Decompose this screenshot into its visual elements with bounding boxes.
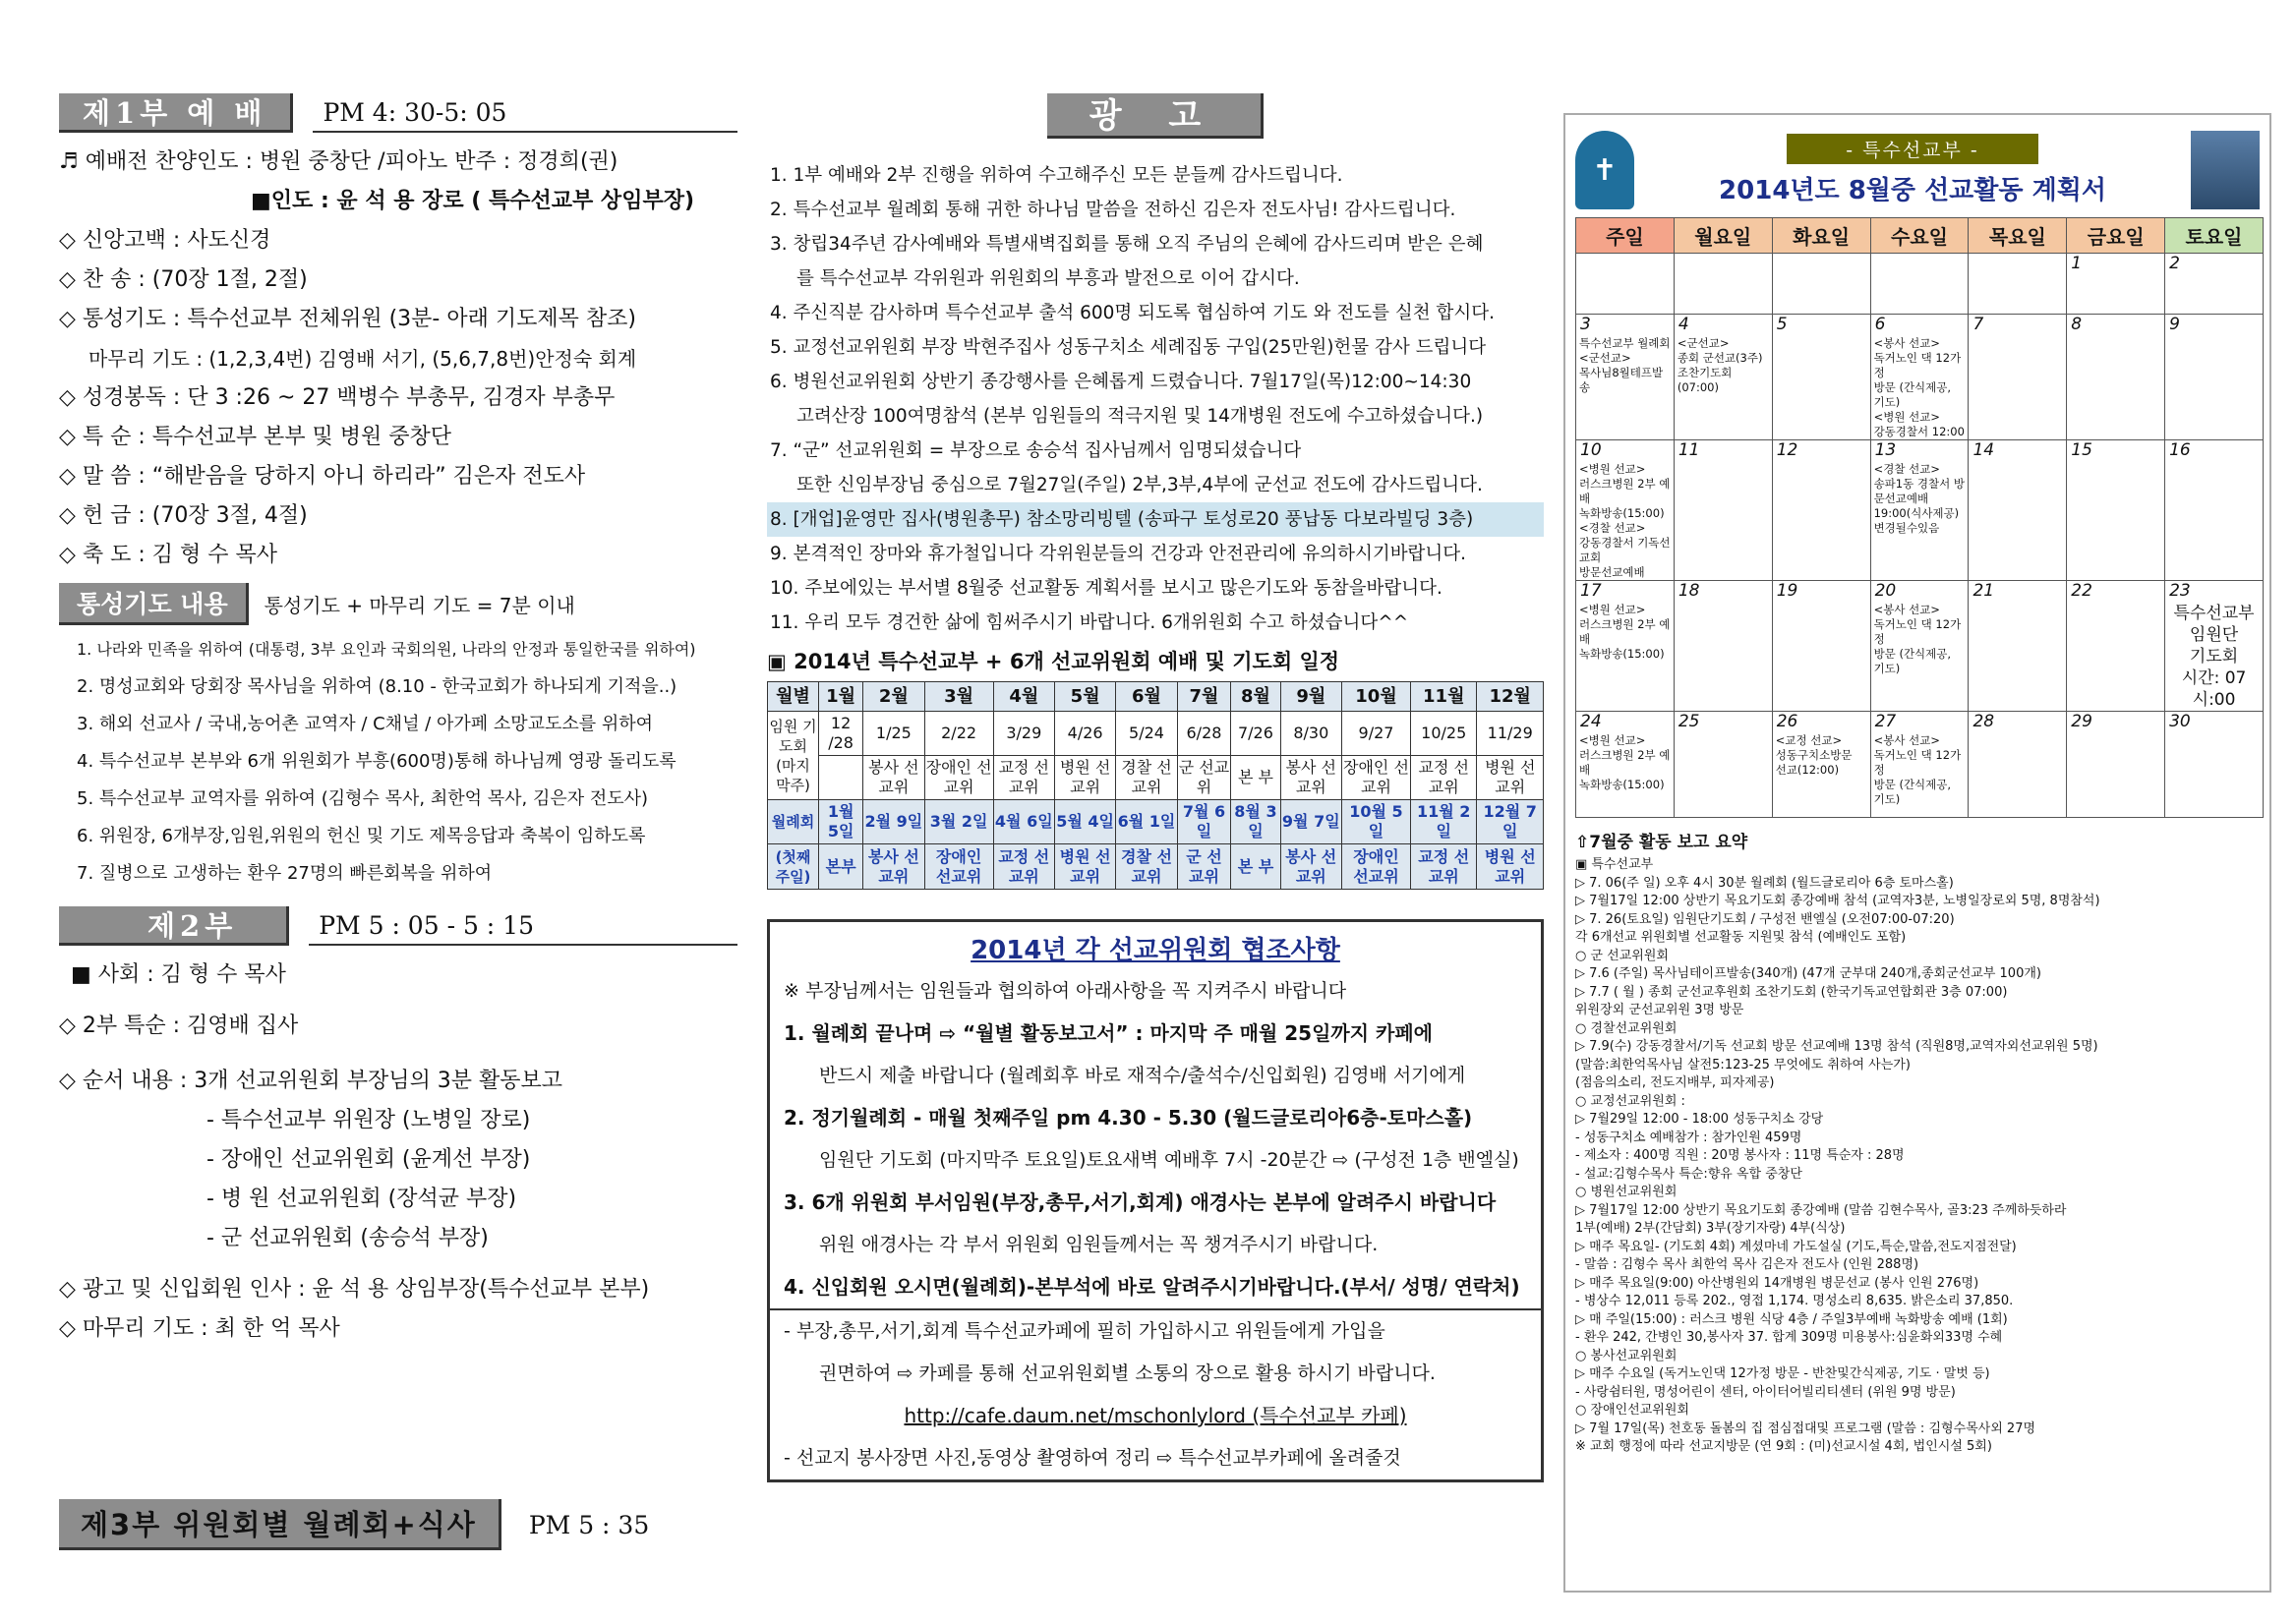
ad-item: 5. 교정선교위원회 부장 박현주집사 성동구치소 세례집동 구입(25만원)헌물 감사 드립니다 [770,337,1487,358]
schedule-cell: 10월 5일 [1341,800,1410,844]
order-line: ◇ 헌 금 : (70장 3절, 4절) [59,503,308,528]
schedule-cell: 4월 6일 [993,800,1054,844]
report-line: ▷ 7. 06(주 일) 오후 4시 30분 월례회 (월드글로리아 6층 토마스홀) [1575,875,1954,891]
prayer-title: 통성기도 내용 [59,583,249,625]
report-line: ▷ 7.6 (주일) 목사님테이프발송(340개) (47개 군부대 240개,종회군선교부 100개) [1575,966,2041,981]
order-line: ◇ 축 도 : 김 형 수 목사 [59,543,278,567]
order-line: ◇ 광고 및 신입회원 인사 : 윤 석 용 상임부장(특수선교부 본부) [59,1277,650,1302]
report-line: ○ 교정선교위원회 : [1575,1093,1685,1109]
coop-line: 2. 정기월례회 - 매월 첫째주일 pm 4.30 - 5.30 (월드글로리아6층-토마스홀) [784,1106,1473,1130]
month-header: 10월 [1341,682,1410,712]
calendar-cell [2165,712,2264,818]
calendar-event: <병원 선교> 러스크병원 2부 예배 녹화방송(15:00) <경찰 선교> 강동경찰서 기독선교회 방문선교예배 [1579,462,1671,579]
date-number: 2 [2169,254,2180,273]
part2-time: PM 5 : 05 - 5 : 15 [309,906,737,946]
schedule-cell: 7월 6일 [1177,800,1231,844]
order-line: ◇ 통성기도 : 특수선교부 전체위원 (3분- 아래 기도제목 참조) [59,307,636,331]
date-number [1675,254,1772,275]
date-number: 21 [1972,581,1995,601]
date-number: 3 [1580,315,1591,334]
schedule-cell: 교정 선교위 [1411,844,1477,890]
ad-item: 7. “군” 선교위원회 = 부장으로 송승석 집사님께서 임명되셨습니다 [770,440,1302,461]
calendar-event: <봉사 선교> 독거노인 댁 12가정 방문 (간식제공, 기도) <병원 선교> 강동경찰서 12:00 [1873,336,1965,438]
order-line: ◇ 순서 내용 : 3개 선교위원회 부장님의 3분 활동보고 [59,1069,563,1093]
calendar-cell [1772,440,1870,581]
order-line: ◇ 찬 송 : (70장 1절, 2절) [59,267,308,292]
schedule-cell: 병원 선교위 [1477,844,1544,890]
date-number: 11 [1678,440,1700,460]
coop-line: 3. 6개 위원회 부서임원(부장,총무,서기,회계) 애경사는 본부에 알려주시 바랍니다 [784,1190,1497,1214]
calendar-cell [2067,712,2165,818]
calendar-event: 특수선교부 월례회 <군선교> 목사님8월테프발송 [1579,336,1671,394]
calendar-cell [2165,315,2264,440]
coop-line: 4. 신입회원 오시면(월례회)-본부석에 바로 알려주시기바랍니다.(부서/ 성명/ 연락처) [784,1275,1520,1299]
row-label: 월례회 [768,800,819,844]
coop-line: ※ 부장님께서는 임원들과 협의하여 아래사항을 꼭 지켜주시 바랍니다 [784,980,1347,1002]
coop-line: 위원 애경사는 각 부서 위원회 임원들께서는 꼭 챙겨주시기 바랍니다. [819,1234,1379,1255]
prayer-item: 4. 특수선교부 본부와 6개 위원회가 부흥(600명)통해 하나님께 영광 돌리도록 [77,751,677,772]
calendar-cell [1969,440,2067,581]
schedule-cell: 병원 선교위 [1054,756,1115,800]
announcements-column [767,93,1544,1482]
coop-line: 반드시 제출 바랍니다 (월례회후 바로 재적수/출석수/신입회원) 김영배 서기에게 [819,1065,1466,1086]
schedule-cell: 2월 9일 [863,800,924,844]
ad-item: 1. 1부 예배와 2부 진행을 위하여 수고해주신 모든 분들께 감사드립니다. [770,165,1343,186]
calendar-cell [1576,712,1675,818]
order-line: ♬ 예배전 찬양인도 : 병원 중창단 /피아노 반주 : 정경희(권) [59,149,618,174]
date-number: 30 [2169,712,2191,731]
schedule-cell: 10/25 [1411,712,1477,756]
schedule-cell: 8/30 [1280,712,1341,756]
report-line: - 병상수 12,011 등록 202., 영접 1,174. 명성소리 8,635. 밝은소리 37,850. [1575,1294,2014,1308]
prayer-item: 5. 특수선교부 교역자를 위하여 (김형수 목사, 최한억 목사, 김은자 전도사) [77,788,649,809]
date-number: 10 [1580,440,1602,460]
report-line: ▣ 특수선교부 [1575,857,1654,872]
report-line: ▷ 7월17일 12:00 상반기 목요기도회 종강예배 (말씀 김현수목사, 골3:23 주께하듯하라 [1575,1202,2067,1218]
report-line: ▷ 매주 목요일- (기도회 4회) 계셨마네 가도설실 (기도,특순,말씀,전도지점전달) [1575,1239,2017,1254]
order-line: ◇ 말 씀 : “해받음을 당하지 아니 하리라” 김은자 전도사 [59,464,586,489]
calendar-cell [2067,254,2165,315]
calendar-cell [1772,581,1870,712]
plan-header [1575,123,2260,217]
activity-plan-column [1563,113,2271,1593]
calendar-cell [1674,581,1772,712]
church-logo-icon: ✝ [1575,131,1634,209]
part2-header [59,906,737,946]
schedule-cell: 봉사 선교위 [1280,844,1341,890]
part1-header [59,93,737,133]
schedule-cell: 교정 선교위 [993,756,1054,800]
order-line: ◇ 성경봉독 : 단 3 :26 ~ 27 백병수 부총무, 김경자 부총무 [59,385,616,410]
report-line: 각 6개선교 위원회별 선교활동 지원및 참석 (예배인도 포함) [1575,930,1907,945]
calendar-cell [1870,712,1969,818]
schedule-cell: 9월 7일 [1280,800,1341,844]
report-line: - 성동구치소 예배참가 : 참가인원 459명 [1575,1130,1802,1145]
ad-item: 3. 창립34주년 감사예배와 특별새벽집회를 통해 오직 주님의 은혜에 감사드리며 받은 은혜 [770,234,1484,255]
date-number: 5 [1776,315,1788,334]
calendar-cell [2067,440,2165,581]
plan-title: 2014년도 8월중 선교활동 계획서 [1719,176,2106,205]
schedule-cell: 11/29 [1477,712,1544,756]
part3-header [59,1499,737,1550]
schedule-cell: 1월 5일 [819,800,863,844]
calendar-event: <봉사 선교> 독거노인 댁 12가정 방문 (간식제공, 기도) [1873,733,1962,806]
schedule-cell [819,756,863,800]
coop-title: 2014년 각 선교위원회 협조사항 [971,936,1340,965]
date-number: 24 [1580,712,1602,731]
coop-line: 1. 월례회 끝나며 ⇨ “월별 활동보고서” : 마지막 주 매월 25일까지 카페에 [784,1021,1433,1045]
part1-title: 제1부 예 배 [59,93,293,133]
schedule-cell: 6/28 [1177,712,1231,756]
schedule-cell: 12 /28 [819,712,863,756]
date-number: 20 [1874,581,1897,601]
calendar-cell [1870,440,1969,581]
day-header: 주일 [1576,218,1675,254]
month-header: 12월 [1477,682,1544,712]
schedule-cell: 장애인 선교위 [1341,844,1410,890]
order-line: ◇ 신앙고백 : 사도신경 [59,228,271,253]
calendar-cell [1674,315,1772,440]
report-line: ▷ 7월29일 12:00 - 18:00 성동구치소 강당 [1575,1112,1824,1127]
month-header: 9월 [1280,682,1341,712]
order-line: - 병 원 선교위원회 (장석균 부장) [206,1187,517,1211]
calendar-event: <교정 선교> 성동구치소방문 선교(12:00) [1775,733,1853,777]
report-line: ※ 교회 행정에 따라 선교지방문 (연 9회 : (미)선교시설 4회, 법인시설 5회) [1575,1439,1992,1454]
calendar-cell [1870,254,1969,315]
schedule-cell: 본 부 [1231,844,1280,890]
schedule-cell: 2/22 [924,712,993,756]
prayer-header [59,583,737,625]
calendar-cell [1969,712,2067,818]
cafe-link[interactable]: http://cafe.daum.net/mschonlylord (특수선교부 카페) [904,1404,1407,1427]
coop-line: 권면하여 ⇨ 카페를 통해 선교위원회별 소통의 장으로 활용 하시기 바랍니다. [819,1362,1436,1384]
month-header: 3월 [924,682,993,712]
month-header: 2월 [863,682,924,712]
calendar-cell [1772,315,1870,440]
date-number: 27 [1874,712,1897,731]
schedule-cell: 교정 선교위 [993,844,1054,890]
month-header: 11월 [1411,682,1477,712]
schedule-title: ▣ 2014년 특수선교부 + 6개 선교위원회 예배 및 기도회 일정 [767,650,1340,673]
prayer-item: 6. 위원장, 6개부장,임원,위원의 헌신 및 기도 제목응답과 축복이 임하도록 [77,826,646,846]
report-list [1575,856,2260,1457]
calendar-event: <병원 선교> 러스크병원 2부 예배 녹화방송(15:00) [1579,733,1671,791]
date-number: 16 [2169,440,2191,460]
schedule-cell: 4/26 [1054,712,1115,756]
report-line: ○ 군 선교위원회 [1575,948,1669,963]
part3-time: PM 5 : 35 [528,1510,650,1539]
date-number: 13 [1874,440,1897,460]
date-number: 26 [1776,712,1798,731]
date-number: 29 [2071,712,2092,731]
date-number: 9 [2169,315,2180,334]
report-line: ▷ 7. 26(토요일) 임원단기도회 / 구성전 밴엘실 (오전07:00-07:20) [1575,911,1955,927]
calendar-cell [1772,712,1870,818]
calendar-cell [1969,254,2067,315]
august-calendar [1575,217,2264,818]
report-line: ▷ 매 주일(15:00) : 러스크 병원 식당 4층 / 주일3부예배 녹화방송 예배 (1회) [1575,1311,2008,1327]
report-line: ○ 병원선교위원회 [1575,1185,1678,1199]
report-line: - 환우 242, 간병인 30,봉사자 37. 합계 309명 미용봉사:심윤화외33명 수혜 [1575,1330,2003,1345]
day-header: 수요일 [1870,218,1969,254]
calendar-cell [2165,581,2264,712]
calendar-cell [1576,440,1675,581]
part3-title: 제3부 위원회별 월례회+식사 [59,1499,501,1550]
calendar-cell [2067,315,2165,440]
report-line: 위원장외 군선교위원 3명 방문 [1575,1003,1744,1017]
date-number: 12 [1776,440,1798,460]
date-number: 25 [1678,712,1700,731]
date-number: 1 [2071,254,2083,273]
part2-title: 제2부 [59,906,289,946]
report-line: (말씀:최한억목사님 살전5:123-25 무엇에도 취하여 사는가) [1575,1057,1911,1072]
report-line: ○ 경찰선교위원회 [1575,1020,1678,1036]
order-line: ■인도 : 윤 석 용 장로 ( 특수선교부 상임부장) [251,189,694,213]
order-line: - 특수선교부 위원장 (노병일 장로) [206,1108,531,1132]
report-line: (점음의소리, 전도지배부, 피자제공) [1575,1075,1775,1090]
report-line: - 설교:김형수목사 특순:향유 옥합 중창단 [1575,1166,1802,1182]
report-line: ▷ 7.7 ( 월 ) 종회 군선교후원회 조찬기도회 (한국기독교연합회관 3층 07:00) [1575,984,2008,1000]
schedule-cell: 12월 7일 [1477,800,1544,844]
schedule-cell: 군 선교위 [1177,844,1231,890]
order-line: 마무리 기도 : (1,2,3,4번) 김영배 서기, (5,6,7,8번)안정숙 회계 [88,347,637,371]
date-number: 28 [1972,712,1995,731]
ad-item: 를 특수선교부 각위원과 위원회의 부흥과 발전으로 이어 갑시다. [796,268,1300,289]
schedule-cell: 7/26 [1231,712,1280,756]
prayer-item: 1. 나라와 민족을 위하여 (대통령, 3부 요인과 국회의원, 나라의 안정과 통일한국를 위하여) [77,640,696,659]
date-number: 7 [1972,315,1984,334]
calendar-cell [1576,581,1675,712]
date-number: 22 [2071,581,2092,601]
calendar-cell [1870,581,1969,712]
report-line: ▷ 7월17일 12:00 상반기 목요기도회 종강예배 참석 (교역자3분, 노병일장로외 5명, 8명참석) [1575,894,2100,908]
date-number: 23 [2169,581,2191,601]
ad-item: 2. 특수선교부 월례회 통해 귀한 하나님 말씀을 전하신 김은자 전도사님! 감사드립니다. [770,200,1456,220]
report-line: - 사랑쉼터원, 명성어린이 센터, 아이터어빌리티센터 (위원 9명 방문) [1575,1384,1956,1400]
order-line: ■ 사회 : 김 형 수 목사 [71,962,286,987]
calendar-cell [1772,254,1870,315]
schedule-cell: 장애인 선교위 [924,844,993,890]
month-header: 6월 [1116,682,1177,712]
schedule-cell: 8월 3일 [1231,800,1280,844]
coop-line: - 부장,총무,서기,회계 특수선교카페에 필히 가입하시고 위원들에게 가입을 [784,1320,1385,1342]
schedule-cell: 본 부 [1231,756,1280,800]
ad-item: 6. 병원선교위원회 상반기 종강행사를 은혜롭게 드렸습니다. 7월17일(목)12:00~14:30 [770,372,1472,392]
ads-title: 광 고 [1047,93,1264,139]
schedule-table [767,681,1544,890]
report-line: 1부(예배) 2부(간담회) 3부(장기자랑) 4부(식상) [1575,1221,1846,1236]
date-number [1773,254,1870,275]
month-header: 4월 [993,682,1054,712]
date-number [1871,254,1969,275]
report-line: ▷ 7월 17일(목) 천호동 돌봄의 집 점심접대및 프로그램 (말씀 : 김형수목사외 27명 [1575,1420,2036,1436]
schedule-cell: 3/29 [993,712,1054,756]
date-number: 19 [1776,581,1798,601]
calendar-event: 특수선교부 임원단 기도회 시간: 07시:00 [2173,604,2255,710]
plan-subtitle: - 특수선교부 - [1787,134,2038,164]
order-line: - 장애인 선교위원회 (윤계선 부장) [206,1147,531,1172]
calendar-event: <경찰 선교> 송파1동 경찰서 방문선교예배 19:00(식사제공) 변경될수있음 [1873,462,1965,535]
day-header: 월요일 [1674,218,1772,254]
month-header: 8월 [1231,682,1280,712]
schedule-cell: 병원 선교위 [1054,844,1115,890]
schedule-cell: 경찰 선교위 [1116,756,1177,800]
schedule-cell: 5/24 [1116,712,1177,756]
schedule-cell: 5월 4일 [1054,800,1115,844]
ad-item: 8. [개업]윤영만 집사(병원총무) 참소망리빙텔 (송파구 토성로20 풍납동 다보라빌딩 3층) [767,502,1544,537]
date-number: 6 [1874,315,1886,334]
report-line: ○ 장애인선교위원회 [1575,1403,1689,1418]
report-line: - 제소자 : 400명 직원 : 20명 봉사자 : 11명 특순자 : 28명 [1575,1148,1905,1163]
month-header: 5월 [1054,682,1115,712]
date-number: 4 [1678,315,1689,334]
order-line: ◇ 마무리 기도 : 최 한 억 목사 [59,1316,340,1341]
calendar-cell [2165,440,2264,581]
ad-item: 고려산장 100여명참석 (본부 임원들의 적극지원 및 14개병원 전도에 수고하셨습니다.) [796,406,1484,427]
day-header: 화요일 [1772,218,1870,254]
prayer-note: 통성기도 + 마무리 기도 = 7분 이내 [264,594,575,617]
calendar-cell [1870,315,1969,440]
coop-line: - 선교지 봉사장면 사진,동영상 촬영하여 정리 ⇨ 특수선교부카페에 올려줄것 [784,1447,1401,1469]
calendar-cell [1969,315,2067,440]
calendar-cell [2165,254,2264,315]
schedule-cell: 본부 [819,844,863,890]
ad-item: 10. 주보에있는 부서별 8월중 선교활동 계획서를 보시고 많은기도와 동참을바랍니다. [770,578,1442,599]
calendar-cell [1576,315,1675,440]
date-number [1576,254,1674,275]
schedule-cell: 장애인 선교위 [1341,756,1410,800]
prayer-item: 3. 해외 선교사 / 국내,농어촌 교역자 / C채널 / 아가페 소망교도소를 위하여 [77,714,654,734]
report-line: ▷ 7.9(수) 강동경찰서/기독 선교회 방문 선교예배 13명 참석 (직원8명,교역자외선교위원 5명) [1575,1039,2098,1054]
calendar-cell [1674,712,1772,818]
report-line: ▷ 매주 수요일 (독거노인댁 12가정 방문 - 반찬및간식제공, 기도 · 말벗 등) [1575,1366,1990,1381]
order-line: - 군 선교위원회 (송승석 부장) [206,1226,489,1250]
day-header: 토요일 [2165,218,2264,254]
date-number: 15 [2071,440,2092,460]
date-number: 17 [1580,581,1602,601]
prayer-item: 2. 명성교회와 당회장 목사님을 위하여 (8.10 - 한국교회가 하나되게 기적을..) [77,676,677,697]
cooperation-box [767,919,1544,1482]
calendar-event: <봉사 선교> 독거노인 댁 12가정 방문 (간식제공, 기도) [1873,603,1962,675]
report-line: - 말씀 : 김형수 목사 최한억 목사 김은자 전도사 (인원 288명) [1575,1257,1919,1272]
month-header: 7월 [1177,682,1231,712]
schedule-cell: 봉사 선교위 [863,756,924,800]
month-header: 1월 [819,682,863,712]
ad-item: 또한 신임부장님 중심으로 7월27일(주일) 2부,3부,4부에 군선교 전도에 감사드립니다. [796,475,1483,495]
schedule-cell: 3월 2일 [924,800,993,844]
date-number: 14 [1972,440,1995,460]
schedule-cell: 군 선교위 [1177,756,1231,800]
schedule-cell: 봉사 선교위 [1280,756,1341,800]
coop-line: 임원단 기도회 (마지막주 토요일)토요새벽 예배후 7시 -20분간 ⇨ (구성전 1층 밴엘실) [819,1149,1519,1171]
calendar-cell [2067,581,2165,712]
calendar-event: <군선교> 종회 군선교(3주) 조찬기도회(07:00) [1677,336,1763,394]
prayer-item: 7. 질병으로 고생하는 환우 27명의 빠른회복을 위하여 [77,863,493,884]
report-line: ○ 봉사선교위원회 [1575,1348,1678,1363]
schedule-cell: 장애인 선교위 [924,756,993,800]
day-header: 목요일 [1969,218,2067,254]
date-number: 18 [1678,581,1700,601]
ad-item: 9. 본격적인 장마와 휴가철입니다 각위원분들의 건강과 안전관리에 유의하시기바랍니다. [770,544,1467,564]
date-number [1969,254,2066,275]
month-header: 월별 [768,682,819,712]
schedule-cell: 병원 선교위 [1477,756,1544,800]
schedule-cell: 9/27 [1341,712,1410,756]
ad-item: 4. 주신직분 감사하며 특수선교부 출석 600명 되도록 협심하여 기도 와 전도를 실천 합시다. [770,303,1496,323]
part1-time: PM 4: 30-5: 05 [313,93,737,133]
calendar-cell [1674,254,1772,315]
ad-item: 11. 우리 모두 경건한 삶에 힘써주시기 바랍니다. 6개위원회 수고 하셨습니다^^ [770,612,1409,633]
calendar-event: <병원 선교> 러스크병원 2부 예배 녹화방송(15:00) [1579,603,1671,661]
worship-order-column [59,93,737,1541]
schedule-cell: 6월 1일 [1116,800,1177,844]
schedule-cell: 1/25 [863,712,924,756]
calendar-cell [1576,254,1675,315]
church-building-icon [2191,131,2260,209]
schedule-cell: 11월 2일 [1411,800,1477,844]
schedule-cell: 경찰 선교위 [1116,844,1177,890]
row-label: (첫째 주일) [768,844,819,890]
schedule-cell: 봉사 선교위 [863,844,924,890]
calendar-cell [1969,581,2067,712]
date-number: 8 [2071,315,2083,334]
day-header: 금요일 [2067,218,2165,254]
schedule-cell: 교정 선교위 [1411,756,1477,800]
order-line: ◇ 특 순 : 특수선교부 본부 및 병원 중창단 [59,425,452,449]
order-line: ◇ 2부 특순 : 김영배 집사 [59,1014,299,1038]
report-line: ▷ 매주 목요일(9:00) 아산병원외 14개병원 병문선교 (봉사 인원 276명) [1575,1275,1979,1291]
calendar-cell [1674,440,1772,581]
report-title: ⇧7월중 활동 보고 요약 [1575,833,1748,852]
row-label: 임원 기도회 (마지 막주) [768,712,819,800]
